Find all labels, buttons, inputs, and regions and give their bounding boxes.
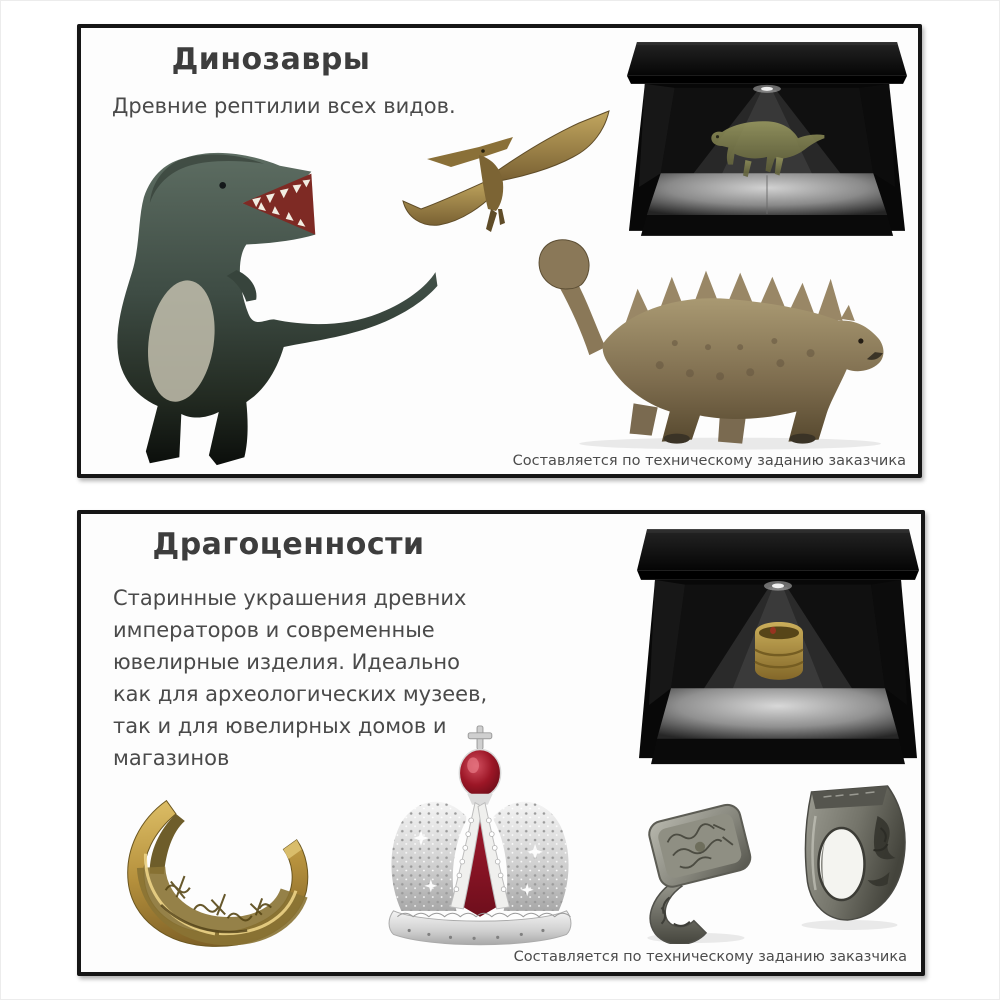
jewelry-description-line: Старинные украшения древних xyxy=(113,586,467,610)
jewelry-description-line: ювелирные изделия. Идеально xyxy=(113,650,460,674)
signet-ring-image xyxy=(629,784,771,944)
imperial-crown-image xyxy=(381,722,579,960)
panel-jewelry xyxy=(77,510,925,976)
ornate-ring-image xyxy=(781,780,917,930)
gold-cuff-bracelet-image xyxy=(109,780,321,954)
hologram-display-dinosaur xyxy=(623,36,911,240)
ankylosaurus-image xyxy=(529,214,887,450)
signet-ring-icon xyxy=(629,784,771,944)
dinosaurs-caption: Составляется по техническому заданию заказчика xyxy=(512,453,906,469)
jewelry-description-line: так и для ювелирных домов и xyxy=(113,714,447,738)
cuff-bracelet-icon xyxy=(109,780,321,954)
hologram-box-icon xyxy=(623,36,911,240)
tyrannosaurus-icon xyxy=(87,146,449,476)
jewelry-description-line: как для археологических музеев, xyxy=(113,682,488,706)
crown-icon xyxy=(381,722,579,960)
panel-dinosaurs xyxy=(77,24,922,478)
jewelry-description-line: императоров и современные xyxy=(113,618,435,642)
dinosaurs-description: Древние рептилии всех видов. xyxy=(112,94,456,118)
dinosaurs-title: Динозавры xyxy=(171,42,371,77)
jewelry-title: Драгоценности xyxy=(152,527,425,562)
jewelry-caption: Составляется по техническому заданию заказчика xyxy=(513,949,907,965)
tyrannosaurus-image xyxy=(87,146,449,476)
ornate-ring-icon xyxy=(781,780,917,930)
hologram-box-icon xyxy=(633,522,923,769)
jewelry-description-line: магазинов xyxy=(113,746,230,770)
ankylosaurus-icon xyxy=(529,214,887,450)
hologram-display-bracelet xyxy=(633,522,923,769)
